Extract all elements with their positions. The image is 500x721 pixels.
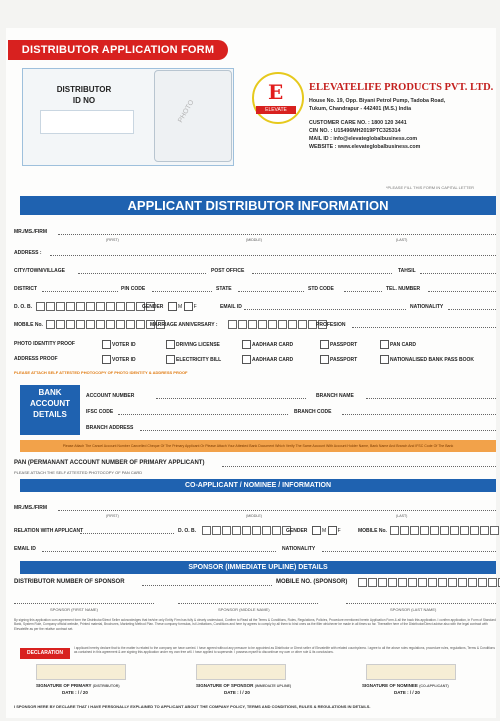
- nominee-signature-box[interactable]: [366, 664, 456, 680]
- bank-heading: BANK ACCOUNT DETAILS: [20, 385, 80, 435]
- bank-passbook-label: NATIONALISED BANK PASS BOOK: [390, 356, 474, 363]
- photo-label: PHOTO: [177, 99, 196, 124]
- passport-label-2: PASSPORT: [330, 356, 358, 363]
- cin-number: CIN NO. : U15496MH2019PTC325314: [309, 128, 401, 134]
- branch-address-label: BRANCH ADDRESS: [86, 425, 134, 431]
- last-caption: (LAST): [396, 238, 408, 242]
- declaration-text: I applicant hereby declare that to the matter is related to the company we have carried. I have agreed without any pressure to be appointed as Distributor or Direct seller of Elevatelife with related country/area. I agree to all the above rules regulations, procedure rules, regulations, Terms & Conditions as contained in this agreement & are signing this application under my own free will. I have applied to supersede. I possess myself to discontinue my own or other rule & its conclusions.: [74, 646, 495, 655]
- dob-boxes[interactable]: [36, 302, 156, 311]
- capital-letter-note: *PLEASE FILL THIS FORM IN CAPITAL LETTER: [386, 185, 475, 190]
- bank-attach-note: Please Attach The Cancel Account Number Cancelled Cheque Of The Primary Applicant Or Please Attach Your Attested Bank Document Which Verify The Same Account With Account Holder Name, Bank Name And Branch And IFSC Code Of The Bank: [20, 440, 496, 452]
- sig2-text: SIGNATURE OF SPONSOR: [196, 683, 254, 688]
- sig3-text: SIGNATURE OF NOMINEE: [362, 683, 418, 688]
- co-dob-label: D. O. B.: [178, 528, 197, 534]
- branch-code-label: BRANCH CODE: [294, 409, 332, 415]
- proof-bank-passbook[interactable]: [380, 355, 474, 364]
- co-name-field[interactable]: [58, 510, 496, 511]
- dob-label: D. O. B.: [14, 304, 33, 310]
- city-field[interactable]: [78, 273, 206, 274]
- logo-mark-icon: E: [268, 80, 284, 104]
- co-first-caption: (FIRST): [106, 514, 119, 518]
- district-field[interactable]: [42, 291, 118, 292]
- sig2-sub: (IMMEDIATE UPLINE): [254, 684, 292, 688]
- gender-m-label: M: [178, 303, 183, 310]
- tahsil-label: TAHSIL: [398, 268, 416, 274]
- address-line-2: Tukum, Chandrapur - 442401 (M.S.) India: [309, 106, 412, 112]
- attach-proof-note: PLEASE ATTACH SELF ATTESTED PHOTOCOPY OF PHOTO IDENTITY & ADDRESS PROOF: [14, 370, 188, 375]
- customer-care: CUSTOMER CARE NO. : 1800 120 3441: [309, 120, 407, 126]
- co-gender-f-checkbox[interactable]: [328, 526, 337, 535]
- branch-address-field[interactable]: [140, 430, 496, 431]
- relation-field[interactable]: [80, 533, 174, 534]
- sig1-text: SIGNATURE OF PRIMARY: [36, 683, 92, 688]
- sponsor-first-caption: SPONSOR (FIRST NAME): [50, 607, 98, 612]
- ifsc-label: IFSC CODE: [86, 409, 114, 415]
- profession-field[interactable]: [352, 327, 496, 328]
- sponsor-mobile-label: MOBILE NO. (SPONSOR): [276, 579, 348, 585]
- account-number-field[interactable]: [156, 398, 306, 399]
- state-field[interactable]: [238, 291, 304, 292]
- co-gender-f-label: F: [337, 527, 341, 534]
- co-email-field[interactable]: [42, 551, 276, 552]
- district-label: DISTRICT: [14, 286, 38, 292]
- co-gender-label: GENDER: [286, 528, 308, 534]
- sig1-sub: (DISTRIBUTOR): [92, 684, 120, 688]
- gender-options[interactable]: [168, 302, 197, 311]
- first-caption: (FIRST): [106, 238, 119, 242]
- co-gender-options[interactable]: [312, 526, 341, 535]
- proof-aadhaar-1[interactable]: [242, 340, 293, 349]
- mobile-boxes[interactable]: [46, 320, 166, 329]
- primary-signature-box[interactable]: [36, 664, 126, 680]
- co-nationality-field[interactable]: [322, 551, 496, 552]
- sig3-sub: (CO-APPLICANT): [419, 684, 449, 688]
- co-mobile-label: MOBILE No.: [358, 528, 387, 534]
- company-name: ELEVATELIFE PRODUCTS PVT. LTD.: [309, 82, 494, 93]
- co-nationality-label: NATIONALITY: [282, 546, 316, 552]
- gender-f-label: F: [193, 303, 197, 310]
- aadhaar-label-2: AADHAAR CARD: [252, 356, 294, 363]
- account-number-label: ACCOUNT NUMBER: [86, 393, 135, 399]
- sponsor-middle-caption: SPONSOR (MIDDLE NAME): [218, 607, 270, 612]
- tel-label: TEL. NUMBER: [386, 286, 421, 292]
- aadhaar-label: AADHAAR CARD: [252, 341, 294, 348]
- nationality-label: NATIONALITY: [410, 304, 444, 310]
- co-gender-m-label: M: [322, 527, 327, 534]
- primary-signature-label: [36, 683, 120, 688]
- nominee-signature-label: [362, 683, 449, 688]
- gender-f-checkbox[interactable]: [184, 302, 193, 311]
- relation-label: RELATION WITH APPLICANT: [14, 528, 84, 534]
- sponsor-number-label: DISTRIBUTOR NUMBER OF SPONSOR: [14, 579, 125, 585]
- proof-voter-1[interactable]: [102, 340, 136, 349]
- sponsor-footer-declaration: I SPONSOR HERE BY DECLARE THAT I HAVE PERSONALLY EXPLAINED TO APPLICANT ABOUT THE COMPANY POLICY, TERMS AND CONDITIONS, RULES & REGULATIONS IN DETAILS.: [14, 704, 371, 709]
- gender-m-checkbox[interactable]: [168, 302, 177, 311]
- mobile-label: MOBILE No.: [14, 322, 43, 328]
- middle-caption: (MIDDLE): [246, 238, 262, 242]
- sponsor-last-field[interactable]: [346, 603, 496, 604]
- proof-aadhaar-2[interactable]: [242, 355, 293, 364]
- pan-attach-note: PLEASE ATTACH THE SELF ATTESTED PHOTOCOPY OF PAN CARD: [14, 470, 143, 475]
- co-middle-caption: (MIDDLE): [246, 514, 262, 518]
- sponsor-date[interactable]: DATE : / / 20: [224, 690, 250, 695]
- sponsor-first-field[interactable]: [14, 603, 154, 604]
- voter-label-2: VOTER ID: [112, 356, 136, 363]
- name-label: MR./MS./FIRM: [14, 229, 48, 235]
- co-dob-boxes[interactable]: [202, 526, 292, 535]
- coapplicant-heading: CO-APPLICANT / NOMINEE / INFORMATION: [20, 479, 496, 492]
- logo-ribbon: ELEVATE: [256, 106, 296, 114]
- proof-passport-2[interactable]: [320, 355, 357, 364]
- pan-label: PAN CARD: [390, 341, 417, 348]
- form-title: DISTRIBUTOR APPLICATION FORM: [8, 40, 228, 60]
- std-label: STD CODE: [308, 286, 334, 292]
- city-label: CITY/TOWN/VILLAGE: [14, 268, 66, 274]
- pin-label: PIN CODE: [121, 286, 146, 292]
- declaration-tag: DECLARATION: [20, 648, 70, 659]
- co-mobile-boxes[interactable]: [390, 526, 500, 535]
- pin-field[interactable]: [152, 291, 212, 292]
- proof-passport-1[interactable]: [320, 340, 357, 349]
- driving-label: DRIVING LICENSE: [176, 341, 220, 348]
- proof-driving[interactable]: [166, 340, 220, 349]
- branch-name-field[interactable]: [366, 398, 496, 399]
- agreement-fine-print: By signing this application cum agreement form the Distributor/Direct Seller acknowledges that he/she only Entity Firm has fully & clearly understood, Confirm to Read all the Terms & Conditions, Rules, Regulations, Policies, Procedure mentioned herein Application Form & all the back this application. I confirm application, in Form of Standard Bank, System Rule, Company official website, Printed material, Brochures, Marketing Method Plan. These company formulas, Ist Limitations, Conditions and here by agrees to comply by all them to bind ones as the filler whichever be made in all times so far. Thereafter here of the Distributor/Direct advise also with the legal contract with Elevatelife as per the relative contract set.: [14, 618, 496, 631]
- tel-field[interactable]: [428, 291, 496, 292]
- sponsor-signature-box[interactable]: [196, 664, 286, 680]
- marriage-label: MARRIAGE ANNIVERSARY :: [150, 322, 218, 328]
- distributor-id-field[interactable]: [40, 110, 134, 134]
- sponsor-middle-field[interactable]: [178, 603, 318, 604]
- std-field[interactable]: [344, 291, 382, 292]
- co-last-caption: (LAST): [396, 514, 408, 518]
- post-office-label: POST OFFICE: [211, 268, 245, 274]
- passport-label: PASSPORT: [330, 341, 358, 348]
- sponsor-number-field[interactable]: [142, 585, 272, 586]
- electricity-label: ELECTRICITY BILL: [176, 356, 222, 363]
- proof-voter-2[interactable]: [102, 355, 136, 364]
- email-field[interactable]: [244, 309, 406, 310]
- address-line-1: House No. 19, Opp. Biyani Petrol Pump, Tadoba Road,: [309, 98, 446, 104]
- primary-date[interactable]: DATE : / / 20: [62, 690, 88, 695]
- branch-code-field[interactable]: [342, 414, 496, 415]
- proof-pan[interactable]: [380, 340, 416, 349]
- co-email-label: EMAIL ID: [14, 546, 36, 552]
- applicant-heading: APPLICANT DISTRIBUTOR INFORMATION: [20, 196, 496, 215]
- sponsor-last-caption: SPONSOR (LAST NAME): [390, 607, 437, 612]
- gender-label: GENDER: [142, 304, 164, 310]
- voter-label: VOTER ID: [112, 341, 136, 348]
- tahsil-field[interactable]: [420, 273, 496, 274]
- post-office-field[interactable]: [252, 273, 392, 274]
- co-name-label: MR./MS./FIRM: [14, 505, 48, 511]
- distributor-id-label: DISTRIBUTOR ID NO: [56, 85, 112, 105]
- address-label: ADDRESS :: [14, 250, 42, 256]
- marriage-boxes[interactable]: [228, 320, 328, 329]
- website: WEBSITE : www.elevateglobalbusiness.com: [309, 144, 421, 150]
- nationality-field[interactable]: [448, 309, 496, 310]
- co-gender-m-checkbox[interactable]: [312, 526, 321, 535]
- photo-box[interactable]: [154, 70, 232, 162]
- pan-number-label: PAN (PERMANANT ACCOUNT NUMBER OF PRIMARY APPLICANT): [14, 460, 205, 466]
- proof-electricity[interactable]: [166, 355, 221, 364]
- address-field[interactable]: [50, 255, 496, 256]
- address-proof-label: ADDRESS PROOF: [14, 356, 58, 362]
- pan-number-field[interactable]: [222, 466, 496, 467]
- form-sheet: [6, 28, 496, 718]
- sponsor-mobile-boxes[interactable]: [358, 578, 500, 587]
- ifsc-field[interactable]: [118, 414, 288, 415]
- profession-label: PROFESION: [316, 322, 346, 328]
- branch-name-label: BRANCH NAME: [316, 393, 354, 399]
- mail-id: MAIL ID : info@elevateglobalbusiness.com: [309, 136, 418, 142]
- state-label: STATE: [216, 286, 232, 292]
- email-label: EMAIL ID: [220, 304, 242, 310]
- nominee-date[interactable]: DATE : / / 20: [394, 690, 420, 695]
- sponsor-heading: SPONSOR (IMMEDIATE UPLINE) DETAILS: [20, 561, 496, 574]
- name-field[interactable]: [58, 234, 496, 235]
- photo-proof-label: PHOTO IDENTITY PROOF: [14, 341, 75, 347]
- sponsor-signature-label: [196, 683, 291, 688]
